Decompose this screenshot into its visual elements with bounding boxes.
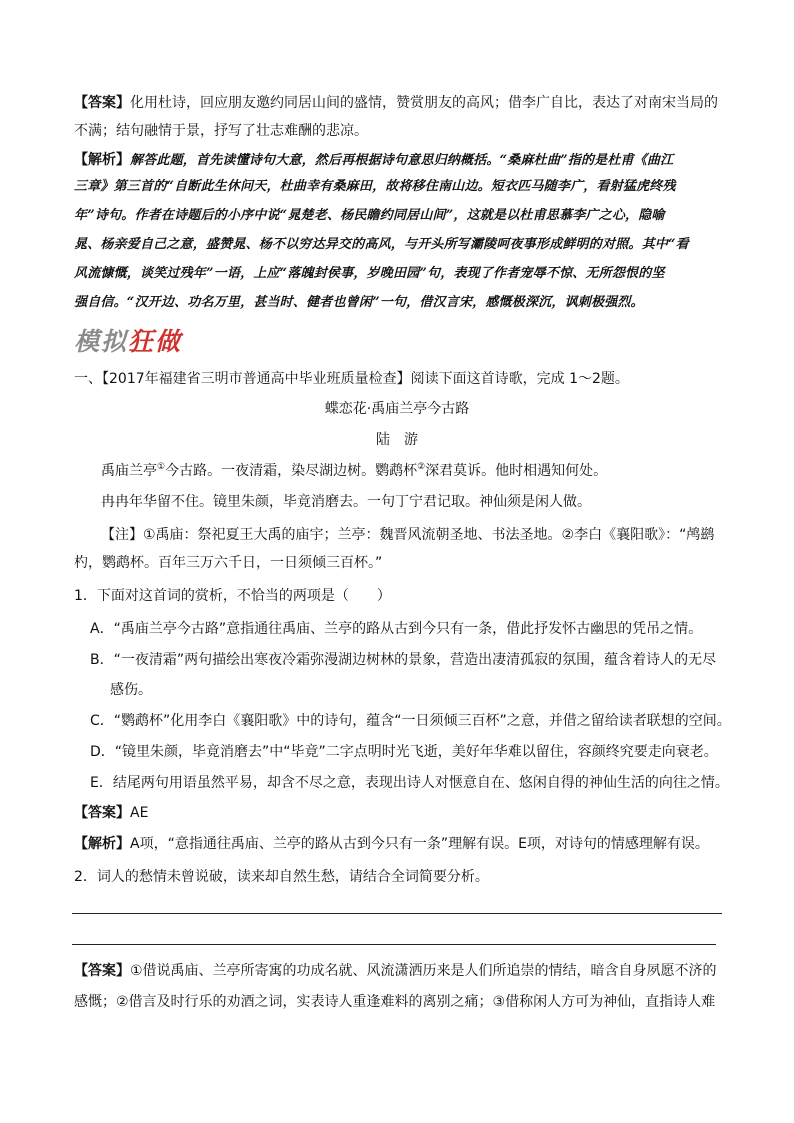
q1-stem: 1．下面对这首词的赏析，不恰当的两项是（ ） — [74, 588, 391, 604]
q1-option-c: C．“鹦鹉杯”化用李白《襄阳歌》中的诗句，蕴含“一日须倾三百杯”之意，并借之留给读者联想的空间。 — [90, 713, 731, 729]
answer-blank-line-1 — [72, 913, 722, 914]
analysis1-line6: 强自信。“汉开边、功名万里，甚当时、健者也曾闲”一句，借汉言宋，感慨极深沉，讽刺极强烈。 — [74, 295, 644, 310]
q1-option-e: E．结尾两句用语虽然平易，却含不尽之意，表现出诗人对惬意自在、悠闲自得的神仙生活的向往之情。 — [90, 775, 729, 791]
analysis1-line2: 三章》第三首的“自断此生休问天，杜曲幸有桑麻田，故将移住南山边。短衣匹马随李广，看射猛虎终残 — [74, 179, 676, 194]
analysis1-line1 — [74, 150, 673, 171]
poem-line1-part3: 深君莫诉。他时相遇知何处。 — [425, 463, 608, 479]
answer-blank-line-2 — [72, 944, 716, 945]
q2-answer-label: 【答案】 — [74, 963, 130, 979]
analysis1-text: 解答此题，首先读懂诗句大意，然后再根据诗句意思归纳概括。“桑麻杜曲”指的是杜甫《曲江 — [130, 153, 674, 168]
poem-author: 陆 游 — [376, 432, 418, 448]
q1-answer-label: 【答案】 — [74, 805, 130, 821]
q1-option-b-line1: B．“一夜清霜”两句描绘出寒夜冷霜弥漫湖边树林的景象，营造出凄清孤寂的氛围，蕴含着诗人的无尽 — [90, 652, 717, 668]
answer1-line2: 不满；结句融情于景，抒写了壮志难酬的悲凉。 — [74, 123, 368, 139]
q2-answer-text1: ①借说禹庙、兰亭所寄寓的功成名就、风流潇洒历来是人们所追崇的情结，暗含自身夙愿不济的 — [130, 963, 717, 979]
q2-answer-line2: 感慨；②借言及时行乐的劝酒之词，实表诗人重逢难料的离别之痛；③借称闲人方可为神仙，直指诗人难 — [74, 994, 716, 1010]
answer1-text: 化用杜诗，回应朋友邀约同居山间的盛情，赞赏朋友的高风；借李广自比，表达了对南宋当局的 — [130, 95, 718, 111]
q1-analysis — [74, 834, 709, 854]
q1-analysis-label: 【解析】 — [74, 836, 130, 852]
poem-line1 — [101, 461, 607, 481]
q2-stem: 2．词人的愁情未曾说破，读来却自然生愁，请结合全词简要分析。 — [74, 869, 489, 885]
poem-line2: 冉冉年华留不住。镜里朱颜，毕竟消磨去。一句丁宁君记取。神仙须是闲人做。 — [101, 494, 591, 510]
answer-label: 【答案】 — [74, 95, 130, 111]
poem-note-line2: 杓，鹦鹉杯。百年三万六千日，一日须倾三百杯。” — [74, 555, 383, 571]
analysis1-line3: 年”诗句。作者在诗题后的小序中说“晁楚老、杨民瞻约同居山间”，这就是以杜甫思慕李广之心，隐喻 — [74, 208, 665, 223]
q2-answer-line1 — [74, 961, 717, 981]
q1-answer — [74, 803, 148, 823]
banner-part1: 模拟 — [74, 327, 129, 356]
poem-line1-part1: 禹庙兰亭 — [101, 463, 157, 479]
footnote-marker-2: ② — [417, 462, 426, 472]
q1-analysis-text: A项，“意指通往禹庙、兰亭的路从古到今只有一条”理解有误。E项，对诗句的情感理解有误。 — [130, 836, 709, 852]
poem-line1-part2: 今古路。一夜清霜，染尽湖边树。鹦鹉杯 — [165, 463, 418, 479]
answer1-line1 — [74, 93, 718, 113]
footnote-marker-1: ① — [157, 462, 166, 472]
poem-note-line1: 【注】①禹庙：祭祀夏王大禹的庙宇；兰亭：魏晋风流朝圣地、书法圣地。②李白《襄阳歌》：“鸬鹚 — [101, 527, 715, 543]
section-intro: 一、【2017年福建省三明市普通高中毕业班质量检查】阅读下面这首诗歌，完成 1～2题。 — [74, 371, 629, 387]
section-banner — [74, 322, 182, 358]
banner-part2: 狂做 — [128, 327, 183, 356]
q1-option-d: D．“镜里朱颜，毕竟消磨去”中“毕竟”二字点明时光飞逝，美好年华难以留住，容颜终究要走向衰老。 — [90, 744, 718, 760]
analysis1-line5: 风流慷慨，谈笑过残年”一语，上应“落魄封侯事，岁晚田园”句，表现了作者宠辱不惊、无所怨恨的坚 — [74, 266, 665, 281]
analysis1-line4: 晁、杨亲爱自己之意，盛赞晁、杨不以穷达异交的高风，与开头所写灞陵呵夜事形成鲜明的对照。其中“看 — [74, 237, 689, 252]
q1-option-a: A．“禹庙兰亭今古路”意指通往禹庙、兰亭的路从古到今只有一条，借此抒发怀古幽思的凭吊之情。 — [90, 621, 703, 637]
q1-option-b-line2: 感伤。 — [110, 682, 152, 698]
analysis-label: 【解析】 — [74, 152, 130, 168]
q1-answer-value: AE — [130, 805, 149, 821]
poem-title: 蝶恋花·禹庙兰亭今古路 — [324, 401, 470, 417]
